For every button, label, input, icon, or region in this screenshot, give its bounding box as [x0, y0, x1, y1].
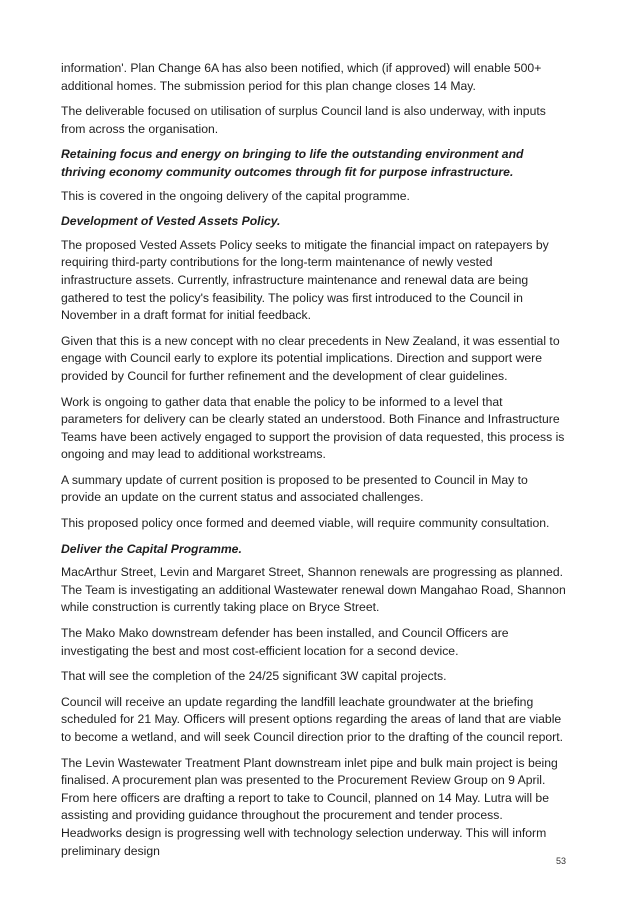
paragraph: The Mako Mako downstream defender has been installed, and Council Officers are investigating the best and most cost-efficient location for a second device.: [61, 626, 509, 658]
paragraph: A summary update of current position is proposed to be presented to Council in May to provide an update on the current status and associated challenges.: [61, 472, 528, 505]
paragraph: Work is ongoing to gather data that enable the policy to be informed to a level that parameters for delivery can be clearly stated an understood. Both Finance and Infrastructure Teams have been actively engaged to support the provision of data requested, this process is ongoing and may lead to additional workstreams.: [61, 394, 565, 462]
paragraph: This proposed policy once formed and deemed viable, will require community consultation.: [61, 516, 550, 531]
paragraph: This is covered in the ongoing delivery of the capital programme.: [61, 188, 410, 203]
page-number: 53: [555, 856, 566, 866]
paragraph: The Levin Wastewater Treatment Plant downstream inlet pipe and bulk main project is being finalised. A procurement plan was presented to the Procurement Review Group on 9 April. From here officers are drafting a report to take to Council, planned on 14 May. Lutra will be assisting and providing guidance throughout the procurement and tender process. Headworks design is progressing well with technology selection underway. This will inform preliminary design: [61, 755, 558, 858]
paragraph: That will see the completion of the 24/25 significant 3W capital projects.: [61, 669, 447, 684]
paragraph: information'. Plan Change 6A has also been notified, which (if approved) will enable 500+ additional homes. The submission period for this plan change closes 14 May.: [61, 61, 542, 93]
paragraph: Council will receive an update regarding the landfill leachate groundwater at the briefing scheduled for 21 May. Officers will present options regarding the areas of land that are viable to become a wetland, and will seek Council direction prior to the drafting of the council report.: [61, 694, 563, 744]
section-heading: Development of Vested Assets Policy.: [61, 214, 281, 229]
paragraph: The proposed Vested Assets Policy seeks to mitigate the financial impact on ratepayers by requiring third-party contributions for the long-term maintenance of newly vested infrastructure assets. Currently, infrastructure maintenance and renewal data are being gathered to test the policy's feasibility. The policy was first introduced to the Council in November in a draft format for initial feedback.: [61, 237, 549, 323]
document-body: [61, 60, 566, 868]
section-heading: Retaining focus and energy on bringing to life the outstanding environment and thriving economy community outcomes through fit for purpose infrastructure.: [61, 147, 524, 179]
paragraph: MacArthur Street, Levin and Margaret Street, Shannon renewals are progressing as planned. The Team is investigating an additional Wastewater renewal down Mangahao Road, Shannon while construction is currently taking place on Bryce Street.: [61, 565, 566, 615]
section-heading: Deliver the Capital Programme.: [61, 541, 242, 556]
paragraph: Given that this is a new concept with no clear precedents in New Zealand, it was essential to engage with Council early to explore its potential implications. Direction and support were provided by Council for further refinement and the development of clear guidelines.: [61, 333, 560, 383]
paragraph: The deliverable focused on utilisation of surplus Council land is also underway, with inputs from across the organisation.: [61, 104, 546, 136]
